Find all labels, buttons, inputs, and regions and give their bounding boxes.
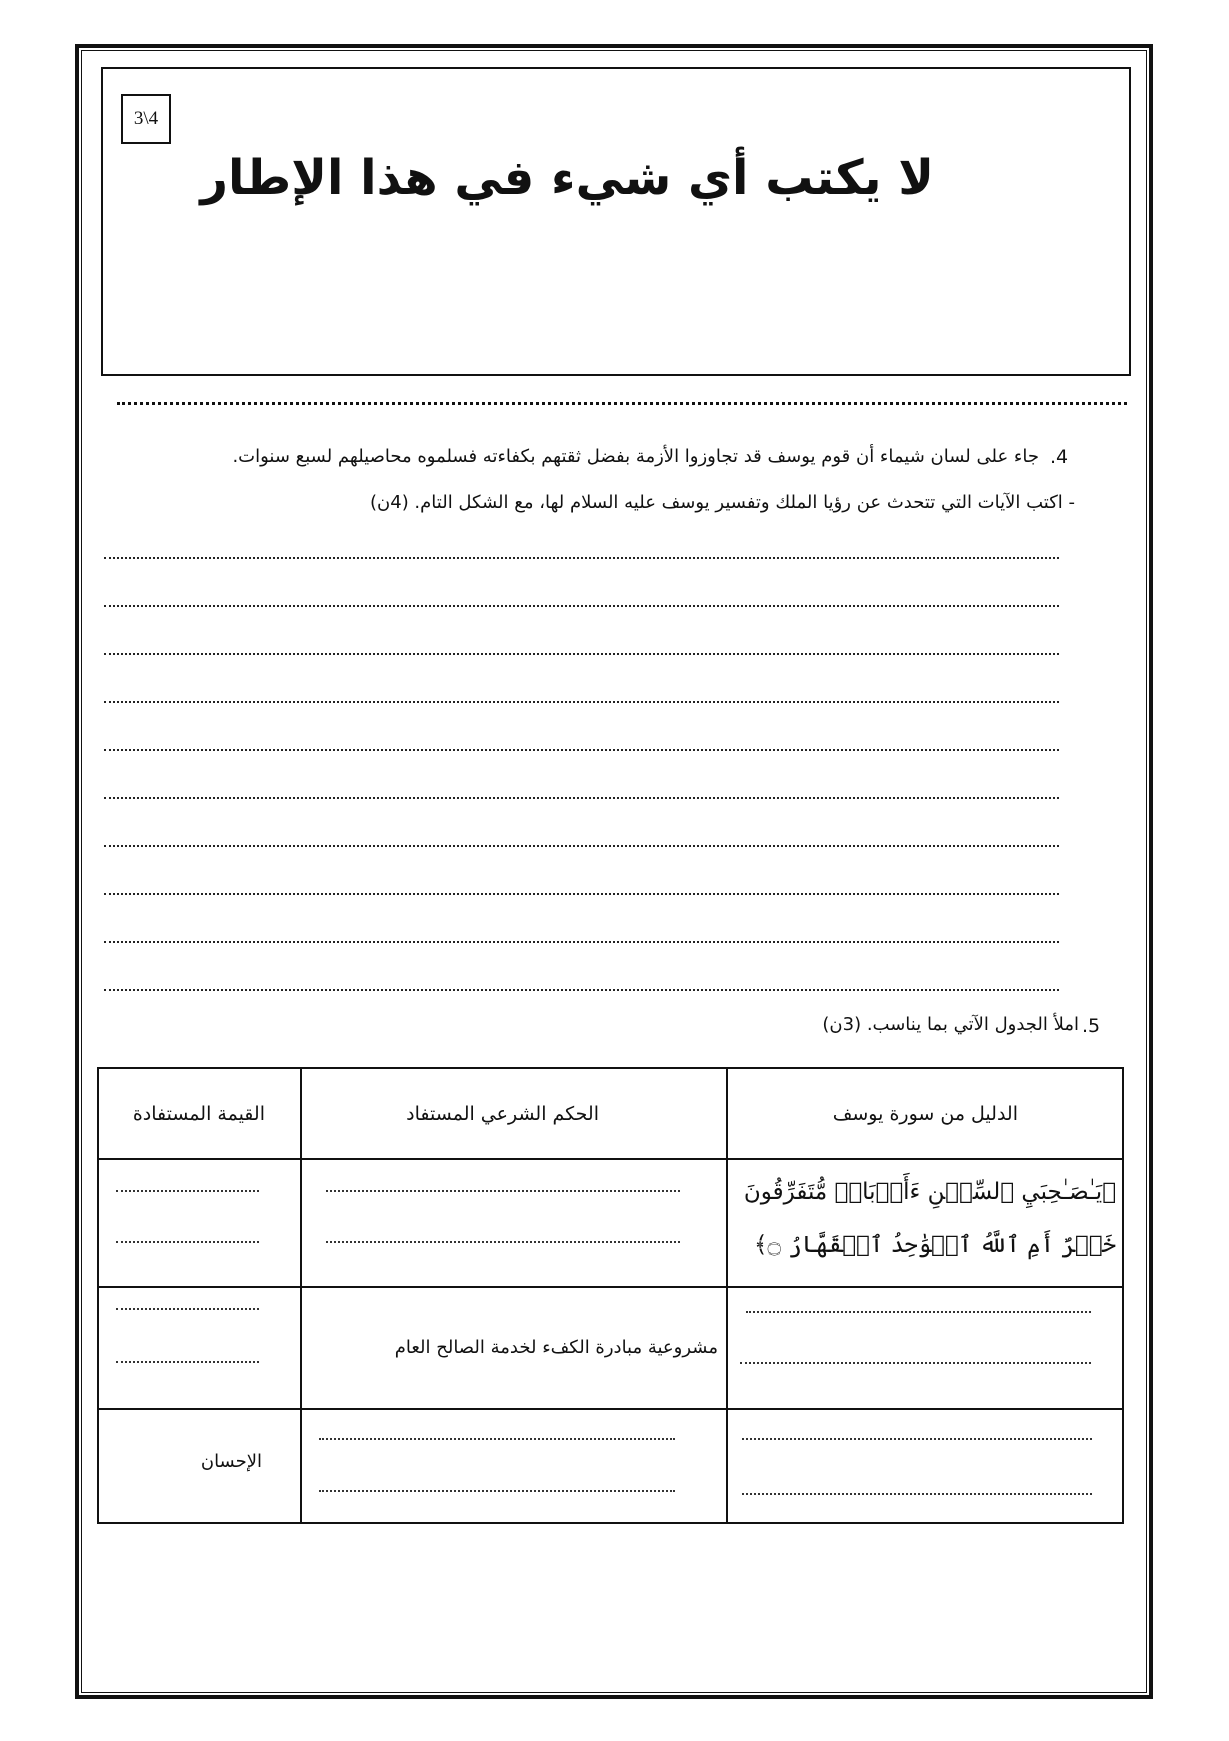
answer-dots[interactable] [116, 1361, 259, 1363]
answer-dots[interactable] [116, 1241, 259, 1243]
question-4-number: .4 [1050, 446, 1069, 468]
answer-line[interactable] [104, 749, 1059, 751]
table-header-evidence: الدليل من سورة يوسف [832, 1103, 1018, 1125]
table-divider [726, 1067, 728, 1524]
answer-line[interactable] [104, 701, 1059, 703]
answer-dots[interactable] [326, 1190, 680, 1192]
table-header-value: القيمة المستفادة [132, 1103, 265, 1125]
answer-line[interactable] [104, 893, 1059, 895]
answer-dots[interactable] [740, 1362, 1091, 1364]
table-divider [97, 1158, 1124, 1160]
answer-dots[interactable] [116, 1190, 259, 1192]
ruling-text: مشروعية مبادرة الكفء لخدمة الصالح العام [394, 1337, 718, 1358]
question-4-text: جاء على لسان شيماء أن قوم يوسف قد تجاوزوا الأزمة بفضل ثقتهم بكفاءته فسلموه محاصيلهم لسبع سنوات. [232, 446, 1039, 467]
answer-dots[interactable] [116, 1308, 259, 1310]
page-number: 3\4 [121, 94, 171, 144]
table-divider [97, 1408, 1124, 1410]
answer-dots[interactable] [319, 1438, 675, 1440]
answer-dots[interactable] [742, 1493, 1092, 1495]
answer-line[interactable] [104, 557, 1059, 559]
answer-line[interactable] [104, 797, 1059, 799]
quran-verse-line-2: خَيۡرٌ أَمِ ٱللَّهُ ٱلۡوَٰحِدُ ٱلۡقَهَّارُ ۝﴾ [754, 1232, 1116, 1258]
table-divider [97, 1286, 1124, 1288]
header-title: لا يكتب أي شيء في هذا الإطار [200, 150, 934, 206]
answer-dots[interactable] [326, 1241, 680, 1243]
answer-line[interactable] [104, 653, 1059, 655]
answer-line[interactable] [104, 989, 1059, 991]
answer-dots[interactable] [746, 1311, 1091, 1313]
question-5-number: .5 [1082, 1015, 1101, 1037]
separator-line [117, 402, 1127, 405]
answer-line[interactable] [104, 605, 1059, 607]
value-text: الإحسان [200, 1451, 262, 1472]
do-not-write-box [101, 67, 1131, 376]
answer-line[interactable] [104, 941, 1059, 943]
question-4-instruction: - اكتب الآيات التي تتحدث عن رؤيا الملك وتفسير يوسف عليه السلام لها، مع الشكل التام. (4ن) [369, 492, 1075, 513]
table-header-ruling: الحكم الشرعي المستفاد [406, 1103, 599, 1125]
answer-dots[interactable] [319, 1490, 675, 1492]
quran-verse-line-1: ﴿يَـٰصَـٰحِبَيِ ٱلسِّجۡنِ ءَأَرۡبَابٞ مُّتَفَرِّقُونَ [743, 1179, 1116, 1205]
answer-dots[interactable] [742, 1438, 1092, 1440]
answer-line[interactable] [104, 845, 1059, 847]
table-divider [300, 1067, 302, 1524]
question-5-text: املأ الجدول الآتي بما يناسب. (3ن) [822, 1014, 1079, 1035]
